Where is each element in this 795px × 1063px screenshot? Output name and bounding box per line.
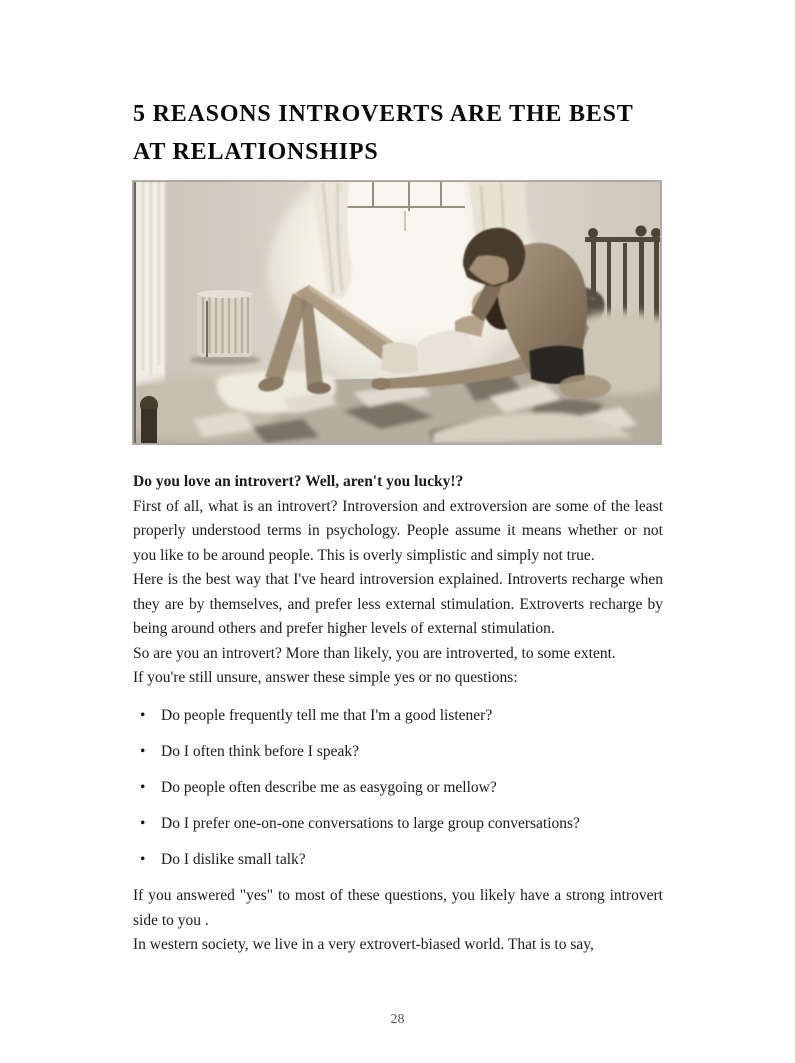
bullet-icon: • (140, 778, 146, 796)
couple-on-bed-photo (133, 181, 661, 444)
bullet-icon: • (140, 850, 146, 868)
radiator (189, 290, 261, 365)
list-item (133, 812, 663, 837)
page-title-line-1: 5 REASONS INTROVERTS ARE THE BEST (133, 101, 634, 127)
list-item (133, 848, 663, 873)
paragraph-western-society: In western society, we live in a very extrovert-biased world. That is to say, (133, 936, 594, 953)
paragraph-answered-yes: If you answered "yes" to most of these questions, you likely have a strong introvert side to you . (133, 887, 663, 929)
question-text: Do I prefer one-on-one conversations to large group conversations? (161, 814, 580, 832)
page-title-line-2: AT RELATIONSHIPS (133, 139, 379, 165)
question-text: Do people frequently tell me that I'm a good listener? (161, 706, 493, 724)
question-text: Do people often describe me as easygoing or mellow? (161, 778, 497, 796)
page-title (133, 95, 673, 171)
footboard-post (140, 396, 158, 444)
left-edge-curtain (135, 181, 165, 386)
question-text: Do I dislike small talk? (161, 850, 306, 868)
paragraph-explained: Here is the best way that I've heard introversion explained. Introverts recharge when they are by themselves, and prefer less external stimulation. Extroverts recharge by being around others and prefer higher levels of external stimulation. (133, 571, 663, 637)
bullet-icon: • (140, 706, 146, 724)
photo-illustration (133, 181, 661, 444)
list-item (133, 776, 663, 801)
lead-heading: Do you love an introvert? Well, aren't you lucky!? (133, 473, 464, 490)
question-text: Do I often think before I speak? (161, 742, 359, 760)
list-item (133, 704, 663, 729)
bullet-icon: • (140, 814, 146, 832)
bullet-icon: • (140, 742, 146, 760)
paragraph-intro: First of all, what is an introvert? Introversion and extroversion are some of the least properly understood terms in psychology. People assume it means whether or not you like to be around people. This is overly simplistic and simply not true. (133, 497, 663, 564)
paragraph-still-unsure: If you're still unsure, answer these simple yes or no questions: (133, 669, 518, 686)
questions-list (133, 704, 663, 873)
page-number: 28 (390, 1012, 405, 1027)
paragraph-are-you: So are you an introvert? More than likely, you are introverted, to some extent. (133, 644, 616, 662)
article-body (133, 470, 663, 958)
list-item (133, 740, 663, 765)
